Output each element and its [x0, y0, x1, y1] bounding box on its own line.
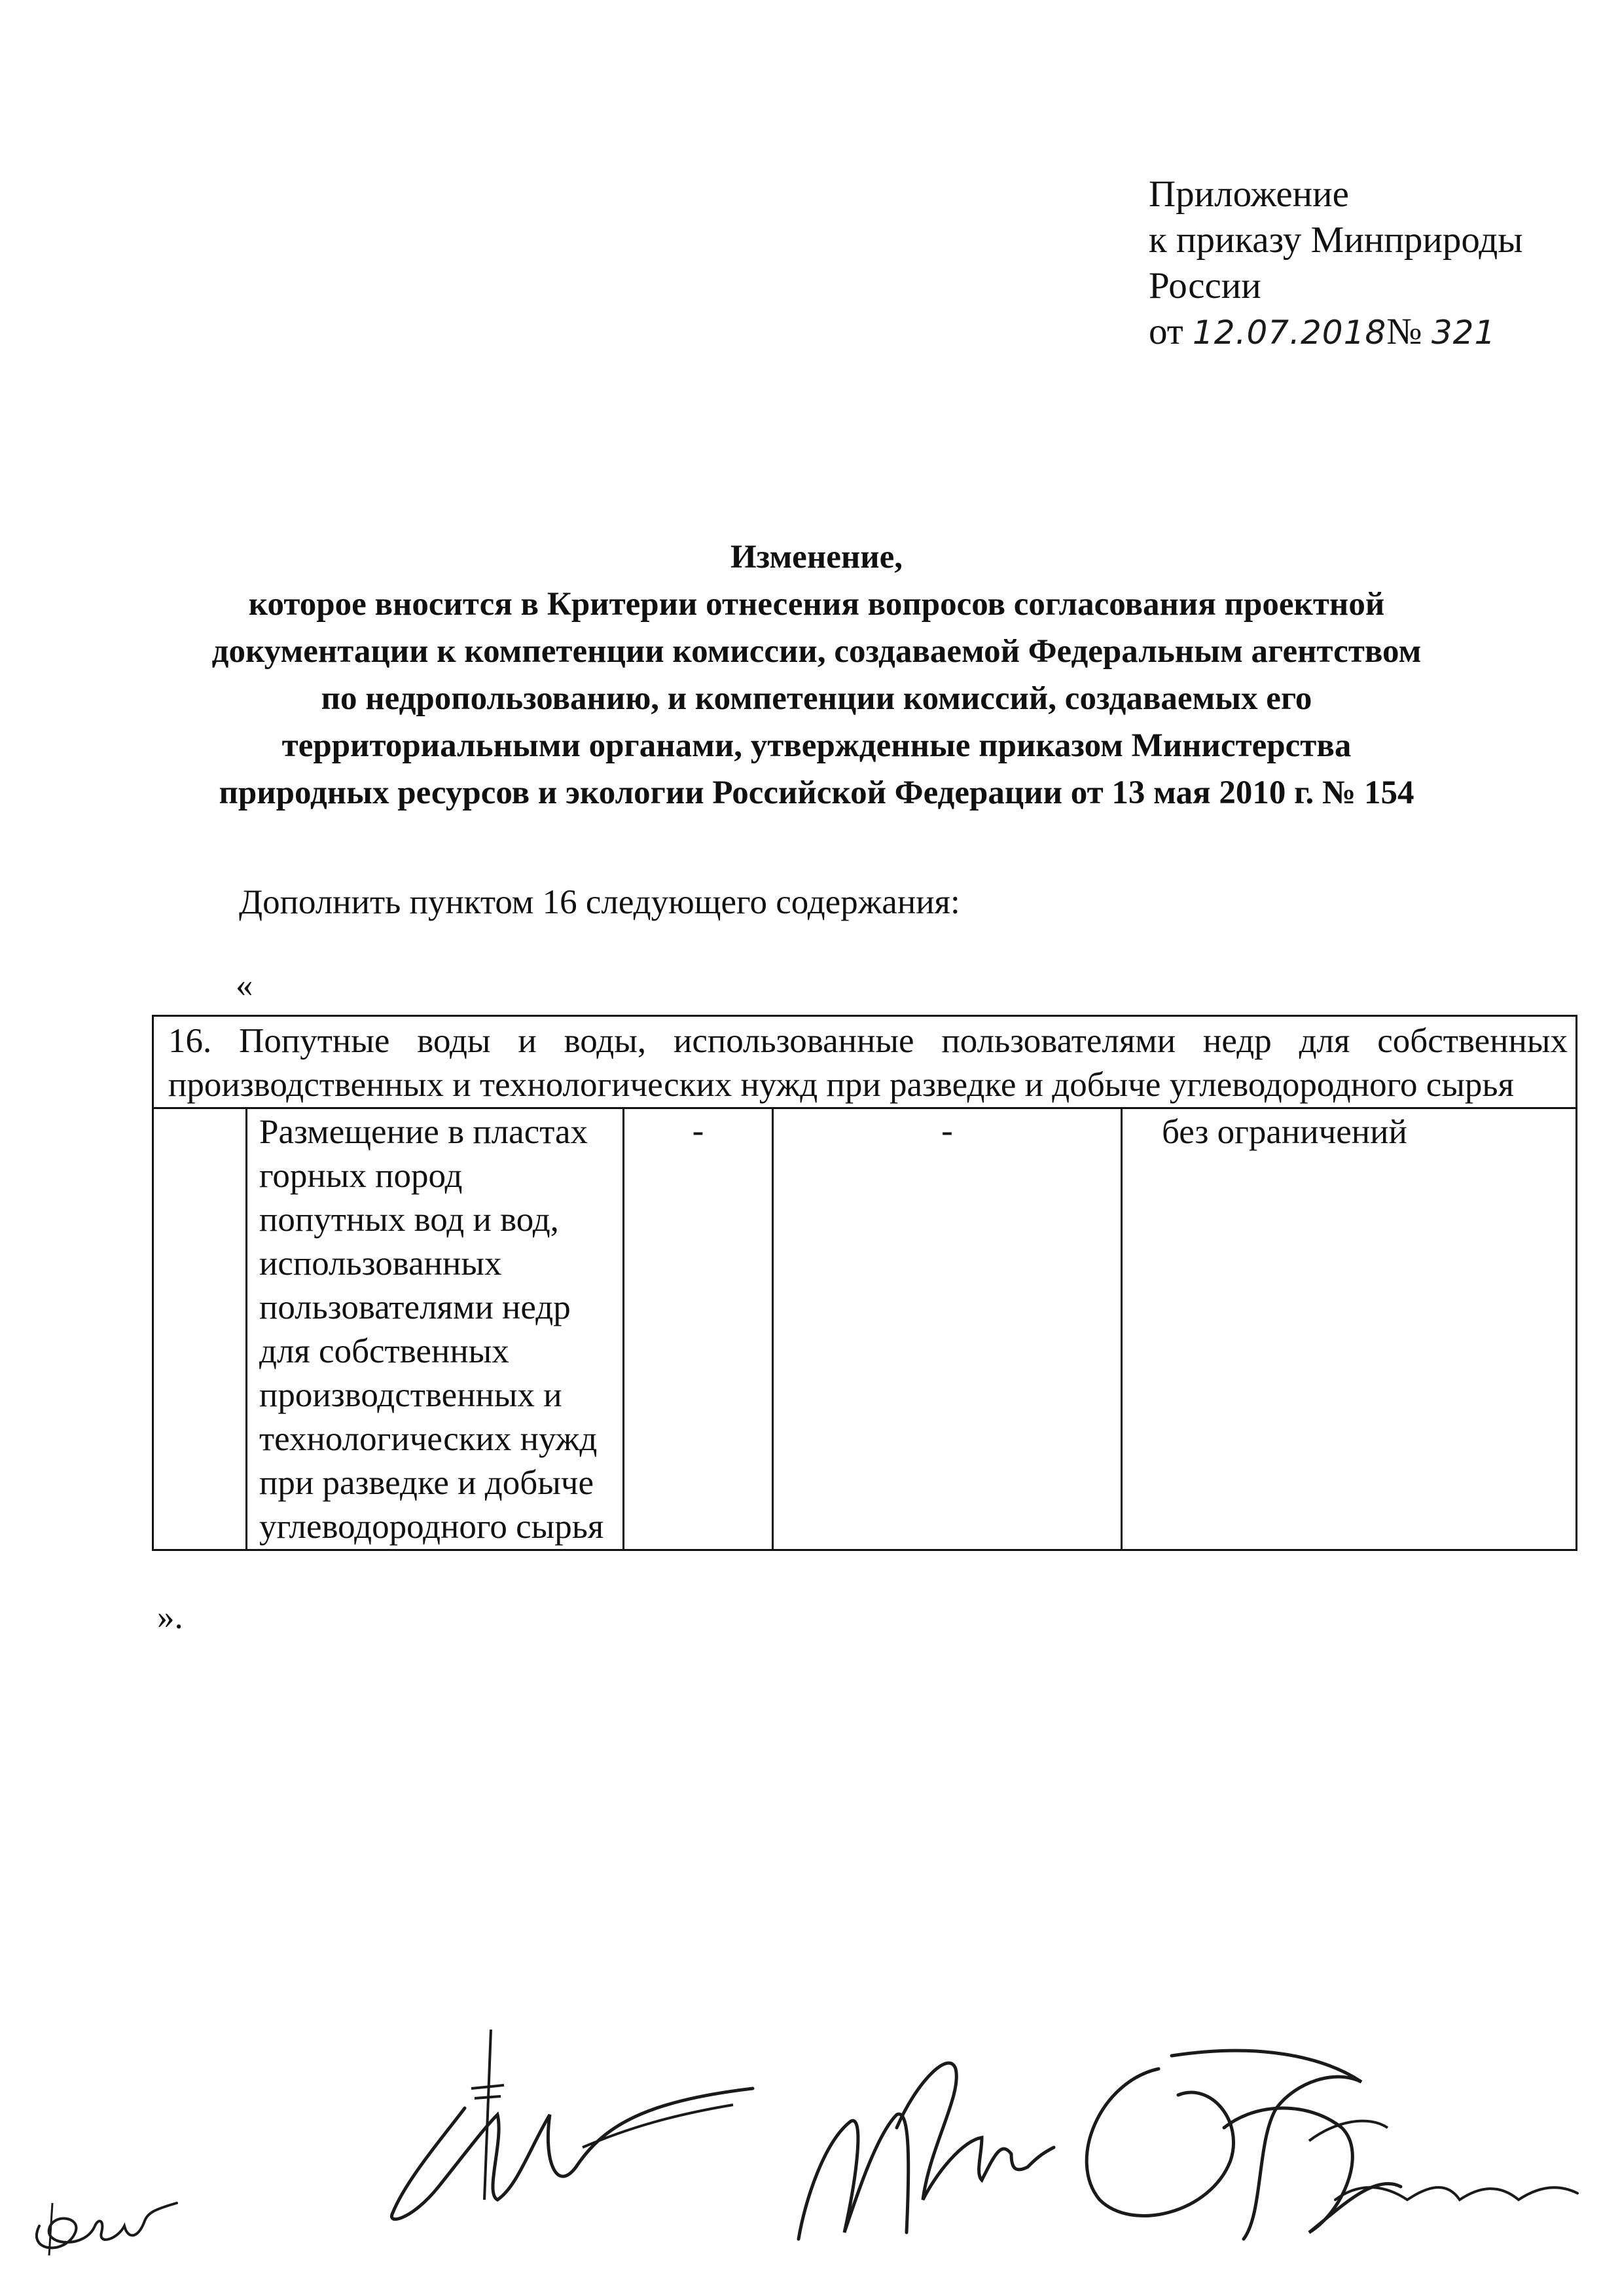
signature-1-icon	[367, 2016, 759, 2236]
signature-3-icon	[1060, 2043, 1584, 2262]
title-line-4: территориальными органами, утвержденные приказом Министерства	[281, 727, 1352, 764]
handwritten-number: 321	[1431, 314, 1496, 352]
table-cell-dash-2	[773, 1108, 1122, 1550]
appendix-header	[1149, 172, 1523, 355]
table-cell-description: Размещение в пластах горных пород попутных вод и вод, использованных пользователями недр для собственных производственных и технологических нужд при разведке и добыче углеводородного сырья	[247, 1108, 624, 1550]
table-row	[153, 1108, 1577, 1550]
title-line-1: которое вносится в Критерии отнесения вопросов согласования проектной	[248, 586, 1385, 623]
title-line-3: по недропользованию, и компетенции комиссий, создаваемых его	[321, 680, 1312, 717]
signature-2-icon	[785, 2043, 1060, 2255]
title-heading: Изменение,	[730, 539, 903, 575]
criteria-table	[152, 1015, 1577, 1551]
document-title	[118, 534, 1515, 816]
appendix-line-1: Приложение	[1149, 173, 1349, 215]
table-header-cell: 16. Попутные воды и воды, использованные пользователями недр для собственных производственных и технологических нужд при разведке и добыче углеводородного сырья	[153, 1016, 1577, 1108]
title-line-2: документации к компетенции комиссии, создаваемой Федеральным агентством	[211, 633, 1422, 670]
appendix-line-3: России	[1149, 265, 1261, 306]
table-cell-dash-1	[624, 1108, 773, 1550]
dash-value-1: -	[692, 1112, 704, 1150]
initials-signature-icon	[13, 2141, 183, 2275]
opening-quote: «	[236, 966, 253, 1004]
date-prefix: от	[1149, 311, 1183, 352]
closing-quote: ».	[157, 1598, 183, 1636]
appendix-line-2: к приказу Минприроды	[1149, 219, 1523, 261]
dash-value-2: -	[941, 1112, 953, 1150]
table-cell-empty	[153, 1108, 247, 1550]
intro-paragraph: Дополнить пунктом 16 следующего содержания:	[239, 883, 960, 921]
number-sign: №	[1386, 311, 1422, 352]
appendix-date-line	[1149, 309, 1523, 355]
table-header-row	[153, 1016, 1577, 1108]
table-cell-restrictions: без ограничений	[1122, 1108, 1577, 1550]
title-line-5: природных ресурсов и экологии Российской Федерации от 13 мая 2010 г. № 154	[219, 774, 1414, 811]
handwritten-date: 12.07.2018	[1192, 314, 1387, 352]
